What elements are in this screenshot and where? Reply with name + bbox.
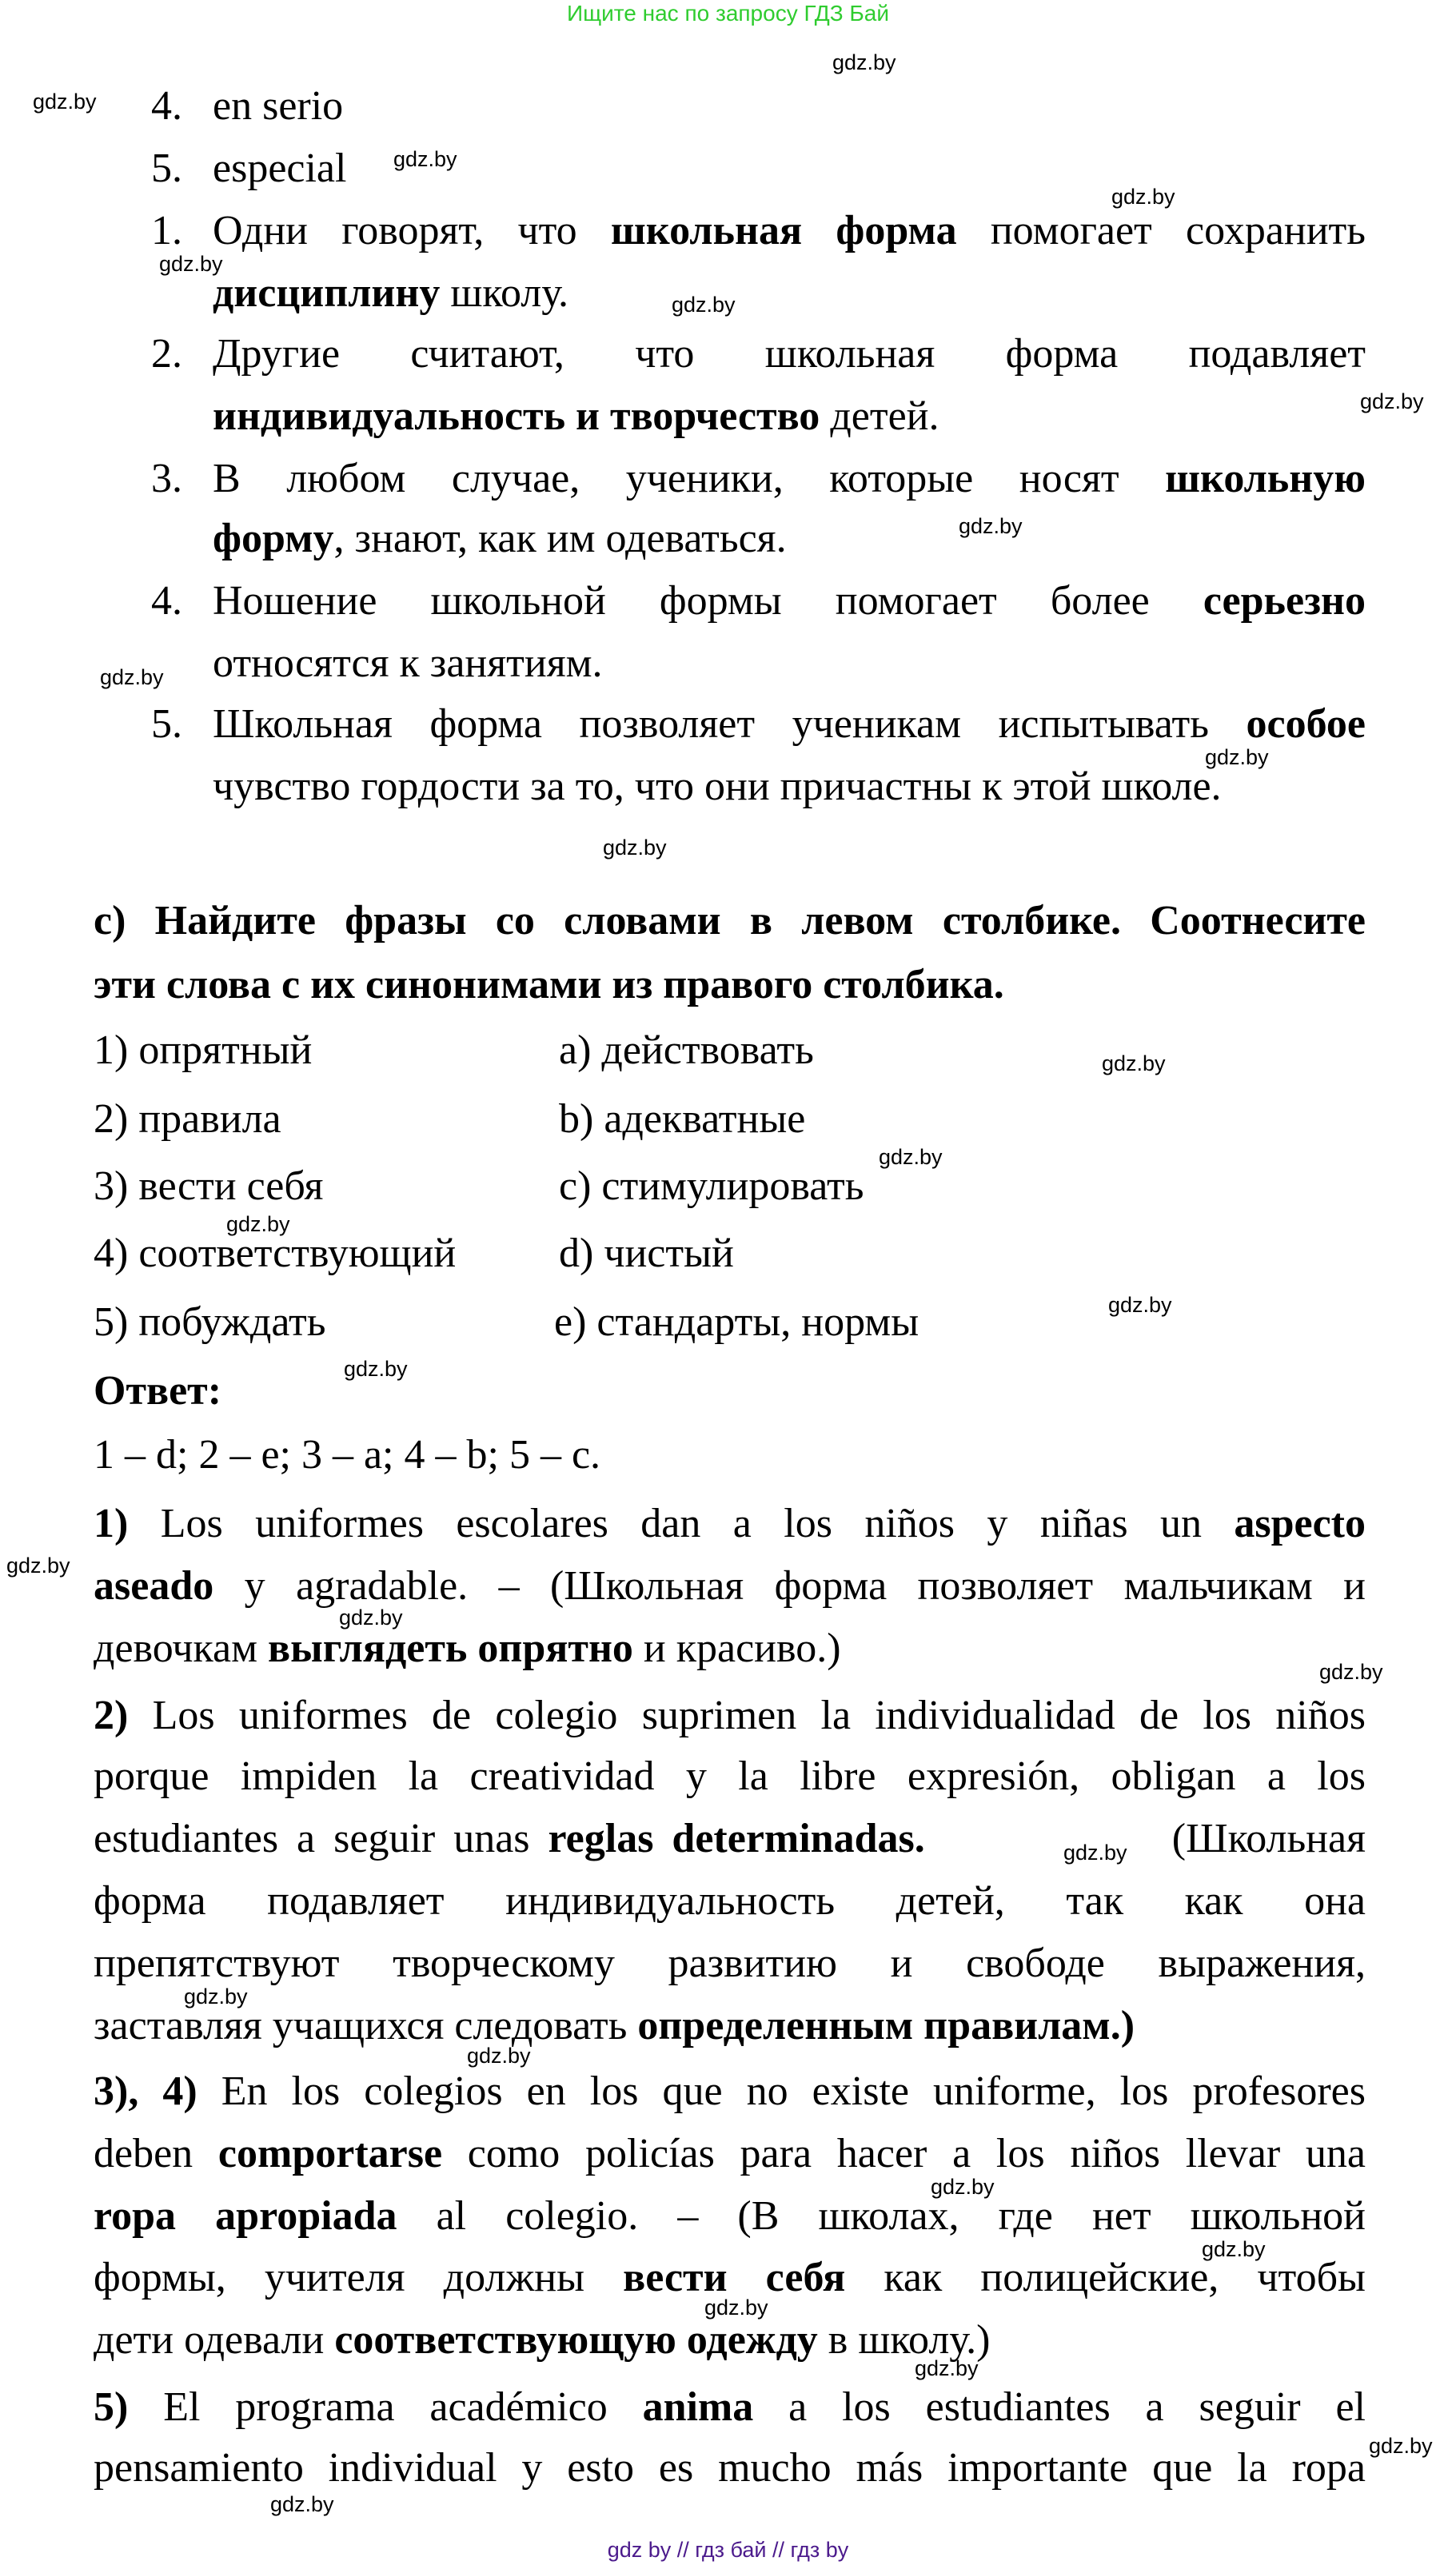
text-line	[94, 1753, 1366, 1799]
text: относятся к занятиям.	[213, 640, 603, 686]
bold-text: 5)	[94, 2384, 129, 2430]
text-line	[94, 962, 1004, 1007]
watermark: gdz.by	[100, 665, 164, 689]
watermark: gdz.by	[1111, 185, 1175, 209]
watermark: gdz.by	[33, 90, 97, 114]
text-line	[94, 1368, 222, 1414]
text: como policías para hacer a los niños llevar una	[442, 2131, 1366, 2176]
text: a los estudiantes a seguir el	[753, 2384, 1366, 2430]
text: y agradable. – (Школьная форма позволяет мальчикам и	[213, 1563, 1366, 1609]
text: Los uniformes escolares dan a los niños y niñas un	[128, 1501, 1235, 1546]
bold-text: comportarse	[217, 2131, 443, 2176]
watermark: gdz.by	[393, 147, 457, 171]
text-line	[94, 1941, 1366, 1986]
text: форма подавляет индивидуальность детей, так как она	[94, 1878, 1366, 1924]
text-line	[94, 2003, 1135, 2048]
text: формы, учителя должны	[94, 2255, 624, 2300]
text: En los colegios en los que no existe uniforme, los profesores	[197, 2068, 1366, 2114]
text-line	[94, 1096, 281, 1142]
text: и красиво.)	[632, 1626, 841, 1671]
watermark: gdz.by	[1360, 389, 1424, 413]
text: детей.	[820, 393, 939, 439]
text-line	[94, 2384, 1366, 2430]
bold-text: особое	[1246, 701, 1366, 747]
bold-text: aspecto	[1234, 1501, 1366, 1546]
list-number: 4.	[151, 83, 182, 129]
text-line	[94, 2445, 1366, 2491]
text-line	[94, 1027, 313, 1073]
footer-links[interactable]: gdz by // гдз бай // гдз by	[607, 2538, 849, 2562]
bold-text: дисциплину	[213, 270, 441, 316]
bold-text: индивидуальность и творчество	[213, 393, 820, 439]
list-number: 4.	[151, 578, 182, 624]
bold-text: aseado	[94, 1563, 214, 1609]
bold-text: выглядеть опрятно	[268, 1626, 633, 1671]
text-line	[94, 1163, 324, 1209]
text: en serio	[213, 83, 344, 129]
text: especial	[213, 146, 347, 191]
text: Los uniformes de colegio suprimen la individualidad de los niños	[128, 1693, 1366, 1738]
bold-text: определенным правилам.)	[637, 2003, 1135, 2048]
watermark: gdz.by	[467, 2044, 531, 2068]
list-number: 2.	[151, 331, 182, 377]
text: заставляя учащихся следовать	[94, 2003, 638, 2048]
bold-text: форму	[213, 516, 334, 561]
watermark: gdz.by	[1102, 1051, 1166, 1075]
bold-text: reglas determinadas.	[548, 1816, 925, 1861]
bold-text: школьную	[1165, 456, 1366, 501]
text: чувство гордости за то, что они причастны к этой школе.	[213, 764, 1222, 809]
text: в школу.)	[817, 2317, 991, 2363]
text: Одни говорят, что	[213, 208, 611, 253]
text: препятствуют творческому развитию и свободе выражения,	[94, 1941, 1366, 1986]
text: Ношение школьной формы помогает более	[213, 578, 1203, 624]
bold-text: 1)	[94, 1501, 129, 1546]
text: 1 – d; 2 – e; 3 – a; 4 – b; 5 – c.	[94, 1432, 601, 1478]
text-line	[94, 1878, 1366, 1924]
list-number: 5.	[151, 146, 182, 191]
watermark: gdz.by	[159, 252, 223, 276]
text-line	[94, 2317, 991, 2363]
search-banner: Ищите нас по запросу ГДЗ Бай	[566, 1, 890, 26]
text-line	[94, 1563, 1366, 1609]
list-number: 3.	[151, 456, 182, 501]
synonym-option: c) стимулировать	[559, 1163, 864, 1209]
synonym-option: d) чистый	[559, 1231, 734, 1276]
bold-text: 3), 4)	[94, 2068, 197, 2114]
text: школу.	[440, 270, 569, 316]
watermark: gdz.by	[959, 514, 1023, 538]
text: deben	[94, 2131, 218, 2176]
text: 1) опрятный	[94, 1027, 313, 1073]
text: , знают, как им одеваться.	[333, 516, 787, 561]
watermark: gdz.by	[270, 2492, 334, 2516]
bold-text: серьезно	[1203, 578, 1366, 624]
watermark: gdz.by	[1202, 2237, 1266, 2261]
text: porque impiden la creatividad y la libre expresión, obligan a los	[94, 1753, 1366, 1799]
watermark: gdz.by	[184, 1985, 248, 2009]
text-line	[213, 208, 1366, 253]
bold-text: эти слова с их синонимами из правого столбика.	[94, 962, 1004, 1007]
text: Школьная форма позволяет ученикам испытывать	[213, 701, 1247, 747]
watermark: gdz.by	[1205, 745, 1269, 769]
text-line	[94, 1231, 457, 1276]
watermark: gdz.by	[1108, 1293, 1172, 1317]
text: В любом случае, ученики, которые носят	[213, 456, 1166, 501]
list-number: 5.	[151, 701, 182, 747]
synonym-option: a) действовать	[559, 1027, 814, 1073]
text-line	[94, 2068, 1366, 2114]
text: pensamiento individual y esto es mucho más importante que la ropa	[94, 2445, 1366, 2491]
watermark: gdz.by	[1369, 2434, 1433, 2458]
text-line	[94, 1501, 1366, 1546]
text-line	[213, 83, 344, 129]
text-line	[213, 146, 347, 191]
bold-text: ropa apropiada	[94, 2193, 397, 2239]
text-line	[213, 764, 1222, 809]
text: 4) соответствующий	[94, 1231, 457, 1276]
text: как полицейские, чтобы	[845, 2255, 1366, 2300]
text: 3) вести себя	[94, 1163, 324, 1209]
list-number: 1.	[151, 208, 182, 253]
watermark: gdz.by	[339, 1606, 403, 1630]
text: Другие считают, что школьная форма подавляет	[213, 331, 1366, 377]
bold-text: anima	[642, 2384, 754, 2430]
text-line	[94, 2193, 1366, 2239]
watermark: gdz.by	[1063, 1841, 1127, 1865]
bold-text: c) Найдите фразы со словами в левом столбике. Соотнесите	[94, 898, 1366, 943]
text-line	[213, 331, 1366, 377]
bold-text: 2)	[94, 1693, 129, 1738]
text-line	[94, 1816, 1366, 1861]
text: estudiantes a seguir unas	[94, 1816, 548, 1861]
text: 5) побуждать	[94, 1299, 326, 1345]
synonym-option: e) стандарты, нормы	[554, 1299, 919, 1345]
text: al colegio. – (В школах, где нет школьной	[397, 2193, 1366, 2239]
text-line	[213, 701, 1366, 747]
text-line	[213, 640, 603, 686]
watermark: gdz.by	[1319, 1660, 1383, 1684]
text: 2) правила	[94, 1096, 281, 1142]
bold-text: Ответ:	[94, 1368, 222, 1414]
watermark: gdz.by	[915, 2356, 979, 2380]
text-line	[94, 1626, 841, 1671]
text-line	[94, 1693, 1366, 1738]
text-line	[94, 1432, 601, 1478]
text: девочкам	[94, 1626, 269, 1671]
watermark: gdz.by	[879, 1145, 943, 1169]
watermark: gdz.by	[931, 2175, 995, 2199]
text: дети одевали	[94, 2317, 335, 2363]
watermark: gdz.by	[226, 1212, 290, 1236]
bold-text: школьная форма	[610, 208, 957, 253]
text-line	[213, 456, 1366, 501]
watermark: gdz.by	[603, 836, 667, 860]
text: (Школьная	[1171, 1816, 1366, 1861]
bold-text: вести себя	[623, 2255, 846, 2300]
watermark: gdz.by	[832, 50, 896, 74]
watermark: gdz.by	[344, 1357, 408, 1381]
synonym-option: b) адекватные	[559, 1096, 806, 1142]
text-line	[213, 270, 569, 316]
watermark: gdz.by	[672, 293, 736, 317]
text: El programa académico	[128, 2384, 643, 2430]
text-line	[94, 1299, 326, 1345]
text-line	[94, 898, 1366, 943]
text-line	[213, 516, 787, 561]
watermark: gdz.by	[704, 2296, 768, 2320]
text: помогает сохранить	[956, 208, 1366, 253]
watermark: gdz.by	[6, 1554, 70, 1578]
bold-text: соответствующую одежду	[334, 2317, 818, 2363]
text-line	[94, 2255, 1366, 2300]
text-line	[94, 2131, 1366, 2176]
text-line	[213, 393, 939, 439]
text-line	[213, 578, 1366, 624]
